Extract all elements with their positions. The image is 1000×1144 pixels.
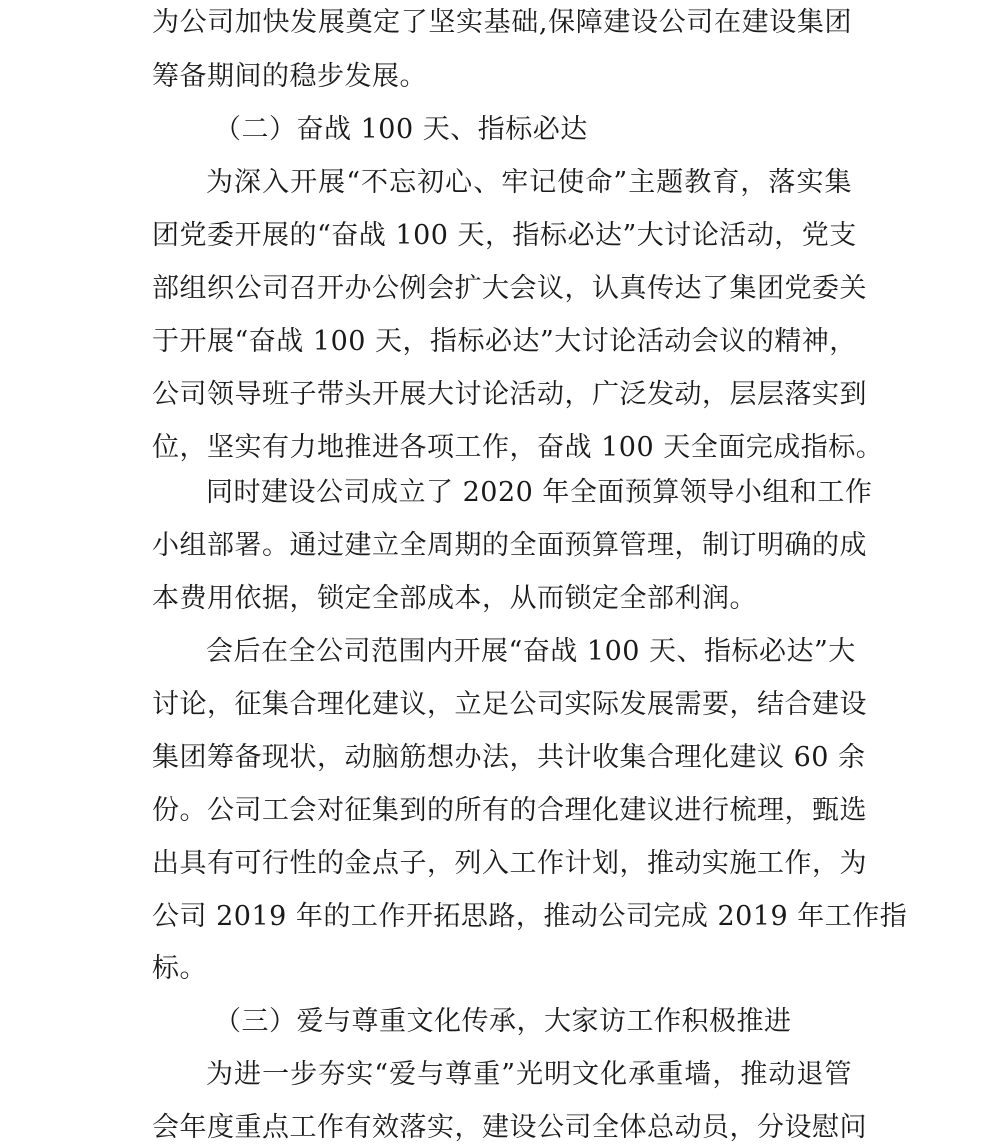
text-line: 标。 <box>152 953 207 984</box>
text-line: 于开展“奋战 100 天，指标必达”大讨论活动会议的精神， <box>152 326 857 357</box>
text-line: 小组部署。通过建立全周期的全面预算管理，制订明确的成 <box>152 530 867 561</box>
text-line: 为深入开展“不忘初心、牢记使命”主题教育，落实集 <box>206 167 852 198</box>
text-line: 出具有可行性的金点子，列入工作计划，推动实施工作，为 <box>152 848 867 879</box>
section-heading: （三）爱与尊重文化传承，大家访工作积极推进 <box>214 1006 792 1037</box>
text-line: 集团筹备现状，动脑筋想办法，共计收集合理化建议 60 余 <box>152 742 866 773</box>
text-line: 为进一步夯实“爱与尊重”光明文化承重墙，推动退管 <box>206 1059 852 1090</box>
text-line: 筹备期间的稳步发展。 <box>152 61 427 92</box>
text-line: 份。公司工会对征集到的所有的合理化建议进行梳理，甄选 <box>152 795 867 826</box>
section-heading: （二）奋战 100 天、指标必达 <box>214 114 588 145</box>
text-line: 为公司加快发展奠定了坚实基础,保障建设公司在建设集团 <box>152 7 852 38</box>
text-line: 公司 2019 年的工作开拓思路，推动公司完成 2019 年工作指 <box>152 901 908 932</box>
text-line: 团党委开展的“奋战 100 天，指标必达”大讨论活动，党支 <box>152 220 857 251</box>
text-line: 会年度重点工作有效落实，建设公司全体总动员，分设慰问 <box>152 1112 867 1143</box>
text-line: 会后在全公司范围内开展“奋战 100 天、指标必达”大 <box>206 636 856 667</box>
text-line: 部组织公司召开办公例会扩大会议，认真传达了集团党委关 <box>152 273 867 304</box>
text-line: 讨论，征集合理化建议，立足公司实际发展需要，结合建设 <box>152 689 867 720</box>
text-line: 本费用依据，锁定全部成本，从而锁定全部利润。 <box>152 583 757 614</box>
text-line: 位，坚实有力地推进各项工作，奋战 100 天全面完成指标。 <box>152 432 884 463</box>
text-line: 同时建设公司成立了 2020 年全面预算领导小组和工作 <box>206 477 873 508</box>
text-line: 公司领导班子带头开展大讨论活动，广泛发动，层层落实到 <box>152 379 867 410</box>
